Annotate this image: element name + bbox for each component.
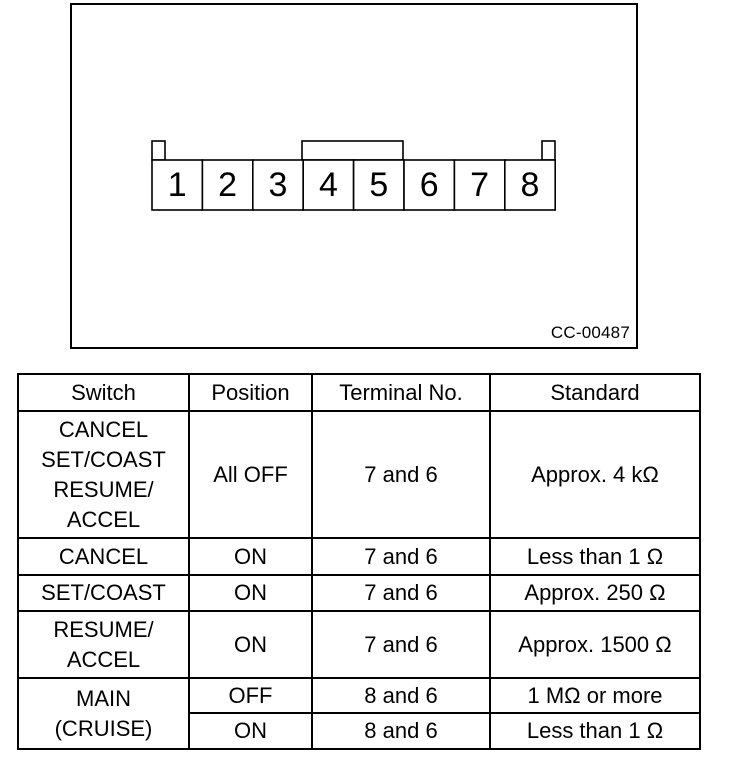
- table-row: [18, 575, 700, 611]
- switch-standard-table: [17, 373, 701, 750]
- cell-position: All OFF: [189, 411, 312, 538]
- cell-position: OFF: [189, 678, 312, 713]
- cell-standard: Approx. 4 kΩ: [490, 411, 700, 538]
- cell-terminal: 7 and 6: [312, 575, 490, 611]
- cell-switch: CANCEL SET/COAST RESUME/ ACCEL: [18, 411, 189, 538]
- terminal-number: 6: [419, 166, 439, 204]
- header-terminal: Terminal No.: [312, 374, 490, 411]
- cell-terminal: 7 and 6: [312, 411, 490, 538]
- cell-position: ON: [189, 713, 312, 749]
- cell-terminal: 8 and 6: [312, 713, 490, 749]
- table-header-row: [18, 374, 700, 411]
- cell-terminal: 8 and 6: [312, 678, 490, 713]
- cell-switch-main: MAIN (CRUISE): [18, 678, 189, 749]
- cell-standard: Approx. 1500 Ω: [490, 611, 700, 678]
- cell-terminal: 7 and 6: [312, 538, 490, 575]
- cell-switch: RESUME/ ACCEL: [18, 611, 189, 678]
- terminal-5: [354, 160, 404, 210]
- terminal-number: 2: [218, 166, 238, 204]
- cell-position: ON: [189, 575, 312, 611]
- cell-position: ON: [189, 538, 312, 575]
- cell-standard: Approx. 250 Ω: [490, 575, 700, 611]
- table-row: [18, 678, 700, 713]
- connector-diagram: [70, 3, 638, 349]
- header-switch: Switch: [18, 374, 189, 411]
- terminal-number: 3: [268, 166, 288, 204]
- terminal-2: [202, 160, 252, 210]
- header-standard: Standard: [490, 374, 700, 411]
- cell-standard: Less than 1 Ω: [490, 538, 700, 575]
- center-key: [302, 141, 403, 160]
- cell-terminal: 7 and 6: [312, 611, 490, 678]
- terminal-8: [505, 160, 555, 210]
- terminal-number: 7: [470, 166, 490, 204]
- table-row: [18, 411, 700, 538]
- terminal-number: 1: [167, 166, 187, 204]
- terminal-number: 8: [520, 166, 540, 204]
- cell-standard: 1 MΩ or more: [490, 678, 700, 713]
- diagram-code: CC-00487: [550, 323, 630, 342]
- terminal-7: [454, 160, 504, 210]
- terminal-number: 5: [369, 166, 389, 204]
- table-row: [18, 538, 700, 575]
- terminal-6: [404, 160, 454, 210]
- terminal-3: [253, 160, 303, 210]
- header-position: Position: [189, 374, 312, 411]
- terminal-1: [152, 160, 202, 210]
- table-row: [18, 611, 700, 678]
- cell-switch: SET/COAST: [18, 575, 189, 611]
- cell-position: ON: [189, 611, 312, 678]
- connector-terminal-block: [151, 140, 561, 214]
- cell-switch: CANCEL: [18, 538, 189, 575]
- terminal-number: 4: [318, 166, 338, 204]
- left-lock-tab: [152, 141, 165, 160]
- cell-standard: Less than 1 Ω: [490, 713, 700, 749]
- terminal-4: [303, 160, 353, 210]
- right-lock-tab: [542, 141, 555, 160]
